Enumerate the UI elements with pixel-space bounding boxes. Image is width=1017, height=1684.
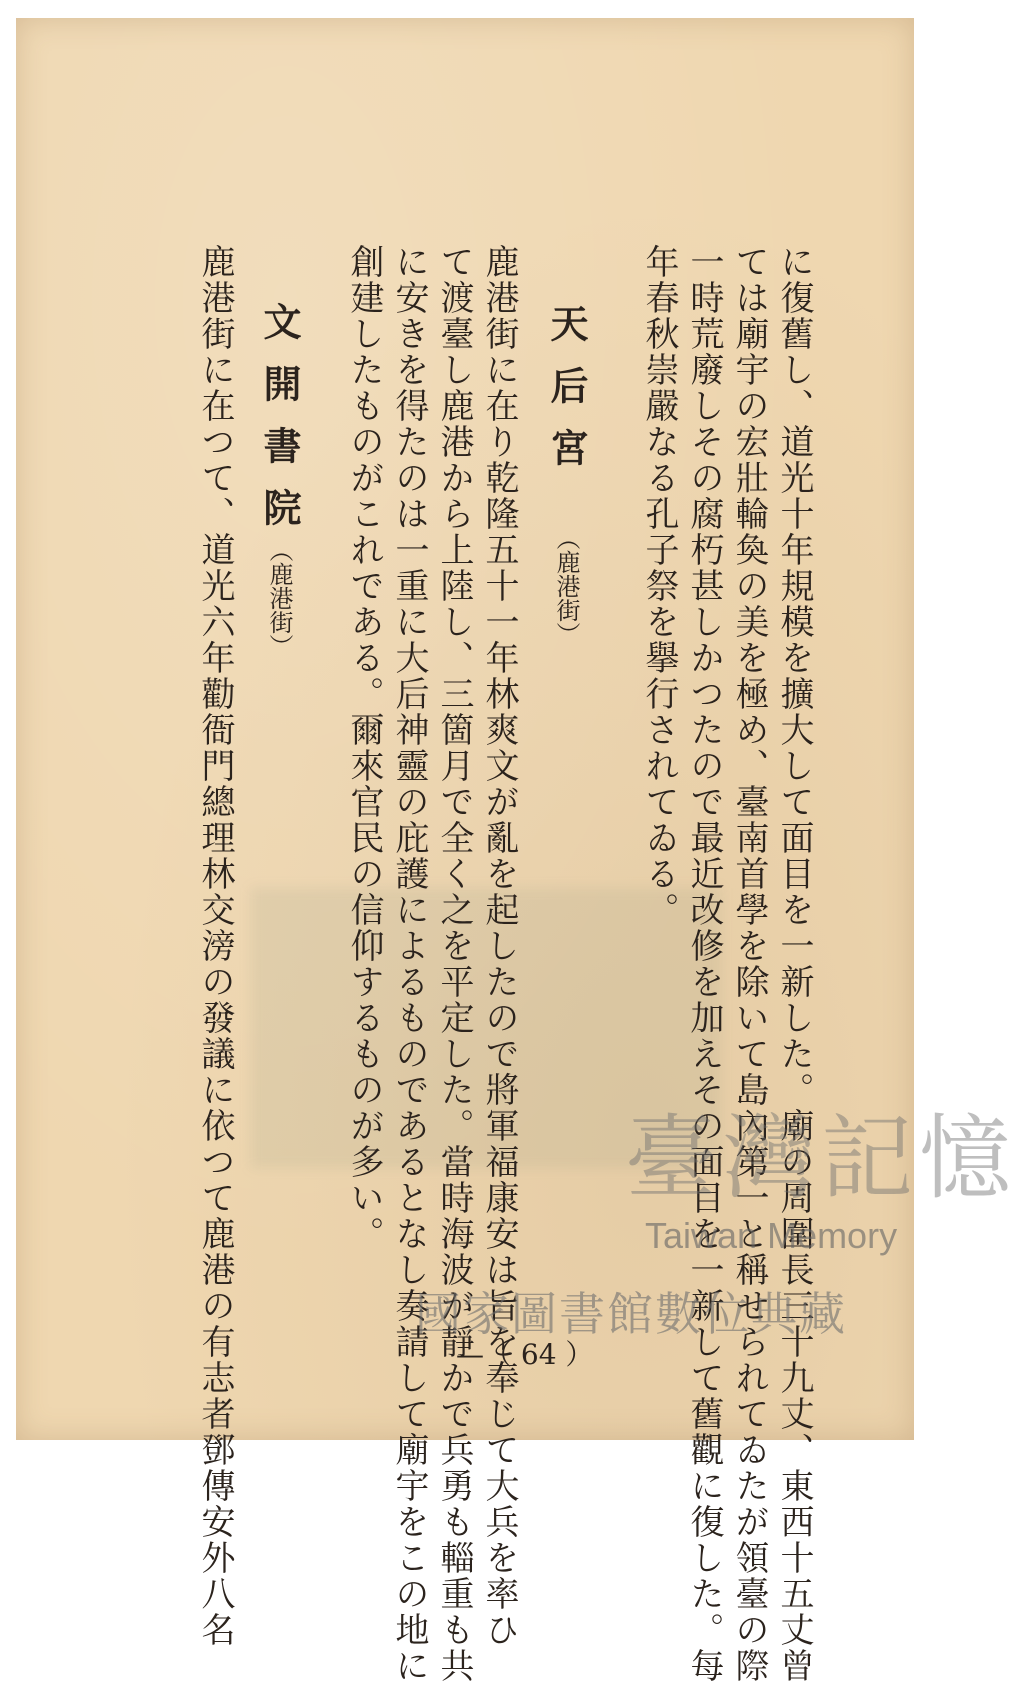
section-heading-tenkogu: 天后宮 [544,304,589,490]
section-location-bunkai-shoin: （鹿港街） [265,538,293,658]
section1-line-1: 鹿港街に在り乾隆五十一年林爽文が亂を起したので將軍福康安は旨を奉じて大兵を率ひ [479,244,519,1648]
watermark-logo: 臺灣記憶 [625,1105,1017,1212]
section2-line-1: 鹿港街に在つて、道光六年勸衙門總理林交滂の發議に依つて鹿港の有志者鄧傳安外八名 [195,244,235,1648]
section-heading-bunkai-shoin: 文開書院 [257,302,302,550]
section1-line-4: 創建したものがこれである。爾來官民の信仰するものが多い。 [344,244,384,1252]
text-column-2: 一時荒廢しその腐朽甚しかつたので最近改修を加えその面目を一新して舊觀に復した。每 [684,244,724,1684]
section1-line-2: て渡臺し鹿港から上陸し、三箇月で全く之を平定した。當時海波が靜かで兵勇も輜重も共 [434,244,474,1684]
text-column-1: 年春秋崇嚴なる孔子祭を擧行されてゐる。 [639,244,679,928]
text-column-4: に復舊し、道光十年規模を擴大して面目を一新した。廟の周圍長三十九丈、東西十五丈曾 [774,244,814,1684]
section-location-tenkogu: （鹿港街） [552,526,580,646]
page-number: —（ 64 ） [456,1338,594,1371]
watermark-english: Taiwan Memory [645,1215,898,1256]
watermark-organization: 國家圖書館數位典藏 [415,1288,847,1340]
text-column-3: ては廟宇の宏壯輪奐の美を極め、臺南首學を除いて島內第一と稱せられてゐたが領臺の際 [729,244,769,1684]
section1-line-3: に安きを得たのは一重に大后神靈の庇護によるものであるとなし奏請して廟宇をこの地に [389,244,429,1684]
